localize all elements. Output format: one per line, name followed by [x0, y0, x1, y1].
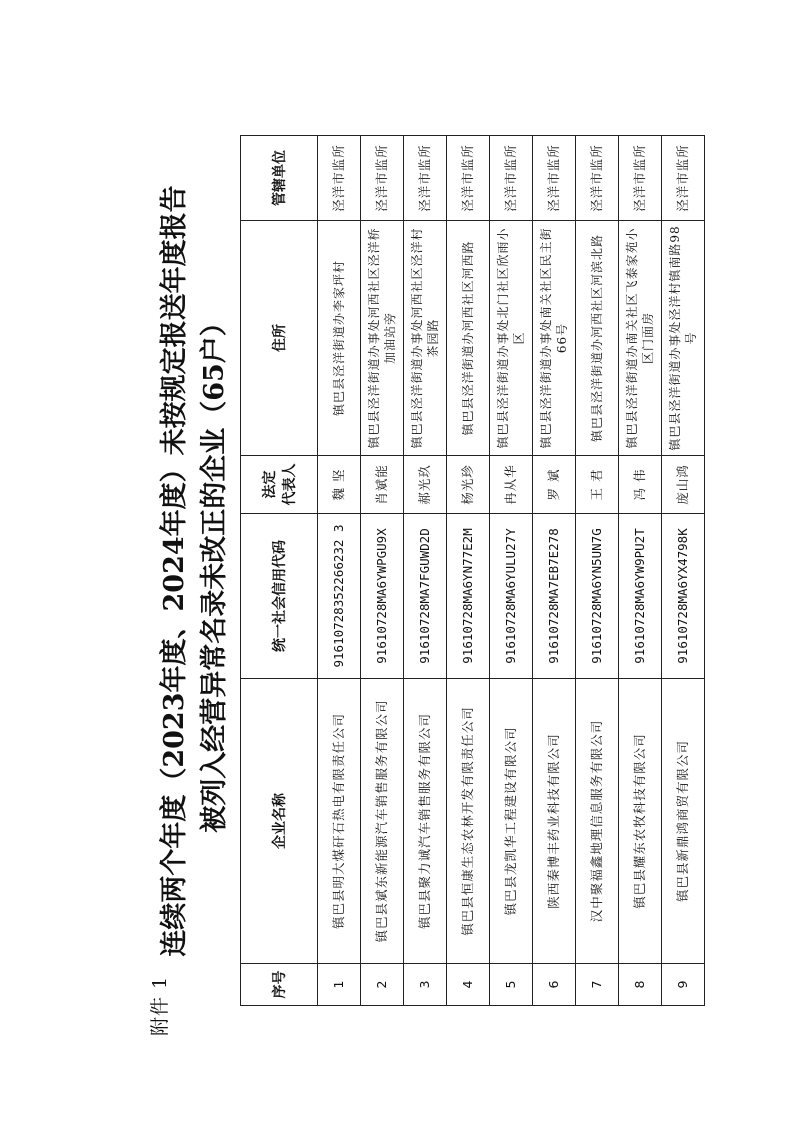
cell-index: 5: [490, 964, 533, 1006]
cell-credit-code: 91610728MA6YW9PU2T: [619, 514, 662, 679]
enterprise-table: [240, 135, 705, 1006]
cell-index: 3: [404, 964, 447, 1006]
attachment-label: 附件 1: [149, 975, 171, 1036]
cell-authority: 泾洋市监所: [533, 136, 576, 221]
rotated-landscape-sheet: [145, 136, 698, 1036]
cell-representative: 肖斌能: [361, 456, 404, 514]
cell-index: 1: [318, 964, 361, 1006]
cell-authority: 泾洋市监所: [576, 136, 619, 221]
cell-representative: 魏 坚: [318, 456, 361, 514]
title-line-1: 连续两个年度（2023年度、2024年度）未按规定报送年度报告: [159, 185, 190, 957]
cell-authority: 泾洋市监所: [490, 136, 533, 221]
cell-company-name: 陕西秦博丰药业科技有限公司: [533, 679, 576, 964]
table-row: [662, 136, 705, 1006]
header-name: 企业名称: [241, 679, 318, 964]
title-line-2: 被列入经营异常名录未改正的企业（65户）: [199, 309, 230, 833]
cell-index: 4: [447, 964, 490, 1006]
cell-credit-code: 91610728352266232 3: [318, 514, 361, 679]
table-row: [490, 136, 533, 1006]
cell-representative: 冉从华: [490, 456, 533, 514]
cell-credit-code: 91610728MA6YN77E2M: [447, 514, 490, 679]
cell-address: 镇巴县泾洋街道办李家坪村: [318, 221, 361, 456]
table-row: [361, 136, 404, 1006]
document-title: [155, 136, 235, 1006]
cell-representative: 王 君: [576, 456, 619, 514]
cell-company-name: 镇巴县龙凯华工程建设有限公司: [490, 679, 533, 964]
cell-representative: 杨光珍: [447, 456, 490, 514]
cell-index: 2: [361, 964, 404, 1006]
cell-company-name: 镇巴县耀东农牧科技有限公司: [619, 679, 662, 964]
cell-address: 镇巴县泾洋街道办事处河西社区泾洋桥加油站旁: [361, 221, 404, 456]
cell-index: 8: [619, 964, 662, 1006]
cell-address: 镇巴县泾洋街道办南关社区飞泰家苑小区门面房: [619, 221, 662, 456]
header-representative: [241, 456, 318, 514]
cell-index: 9: [662, 964, 705, 1006]
table-row: [576, 136, 619, 1006]
cell-address: 镇巴县泾洋街道办河西社区河西路: [447, 221, 490, 456]
cell-index: 6: [533, 964, 576, 1006]
cell-company-name: 镇巴县恒康生态农林开发有限责任公司: [447, 679, 490, 964]
table-row: [533, 136, 576, 1006]
cell-credit-code: 91610728MA6YULU27Y: [490, 514, 533, 679]
table-header-row: [241, 136, 318, 1006]
cell-representative: 罗 斌: [533, 456, 576, 514]
header-rep-line-2: 代表人: [282, 463, 298, 506]
cell-address: 镇巴县泾洋街道办河西社区河滨北路: [576, 221, 619, 456]
cell-credit-code: 91610728MA7EB7E278: [533, 514, 576, 679]
cell-company-name: 镇巴县聚力诚汽车销售服务有限公司: [404, 679, 447, 964]
cell-address: 镇巴县泾洋街道办事处河西社区泾洋村茶园路: [404, 221, 447, 456]
cell-company-name: 镇巴县斌东新能源汽车销售服务有限公司: [361, 679, 404, 964]
cell-authority: 泾洋市监所: [404, 136, 447, 221]
header-code: 统一社会信用代码: [241, 514, 318, 679]
header-rep-line-1: 法定: [262, 470, 278, 499]
cell-authority: 泾洋市监所: [619, 136, 662, 221]
cell-index: 7: [576, 964, 619, 1006]
header-address: 住所: [241, 221, 318, 456]
cell-company-name: 镇巴县新鼎鸿商贸有限公司: [662, 679, 705, 964]
cell-company-name: 汉中聚福鑫地理信息服务有限公司: [576, 679, 619, 964]
cell-credit-code: 91610728MA6YWPGU9X: [361, 514, 404, 679]
table-row: [447, 136, 490, 1006]
table-row: [619, 136, 662, 1006]
cell-representative: 郝光玖: [404, 456, 447, 514]
cell-company-name: 镇巴县明大煤矸石热电有限责任公司: [318, 679, 361, 964]
cell-credit-code: 91610728MA6YN5UN7G: [576, 514, 619, 679]
header-authority: 管辖单位: [241, 136, 318, 221]
header-index: 序号: [241, 964, 318, 1006]
cell-address: 镇巴县泾洋街道办事处泾洋村镇南路98号: [662, 221, 705, 456]
cell-credit-code: 91610728MA7FGUWD2D: [404, 514, 447, 679]
table-row: [404, 136, 447, 1006]
table-body: [318, 136, 705, 1006]
table-row: [318, 136, 361, 1006]
cell-representative: 庞山鸿: [662, 456, 705, 514]
cell-authority: 泾洋市监所: [662, 136, 705, 221]
cell-address: 镇巴县泾洋街道办事处北门社区欣雨小区: [490, 221, 533, 456]
cell-authority: 泾洋市监所: [361, 136, 404, 221]
cell-address: 镇巴县泾洋街道办事处南关社区民主街66号: [533, 221, 576, 456]
cell-authority: 泾洋市监所: [318, 136, 361, 221]
cell-representative: 冯 伟: [619, 456, 662, 514]
cell-credit-code: 91610728MA6YX4798K: [662, 514, 705, 679]
cell-authority: 泾洋市监所: [447, 136, 490, 221]
